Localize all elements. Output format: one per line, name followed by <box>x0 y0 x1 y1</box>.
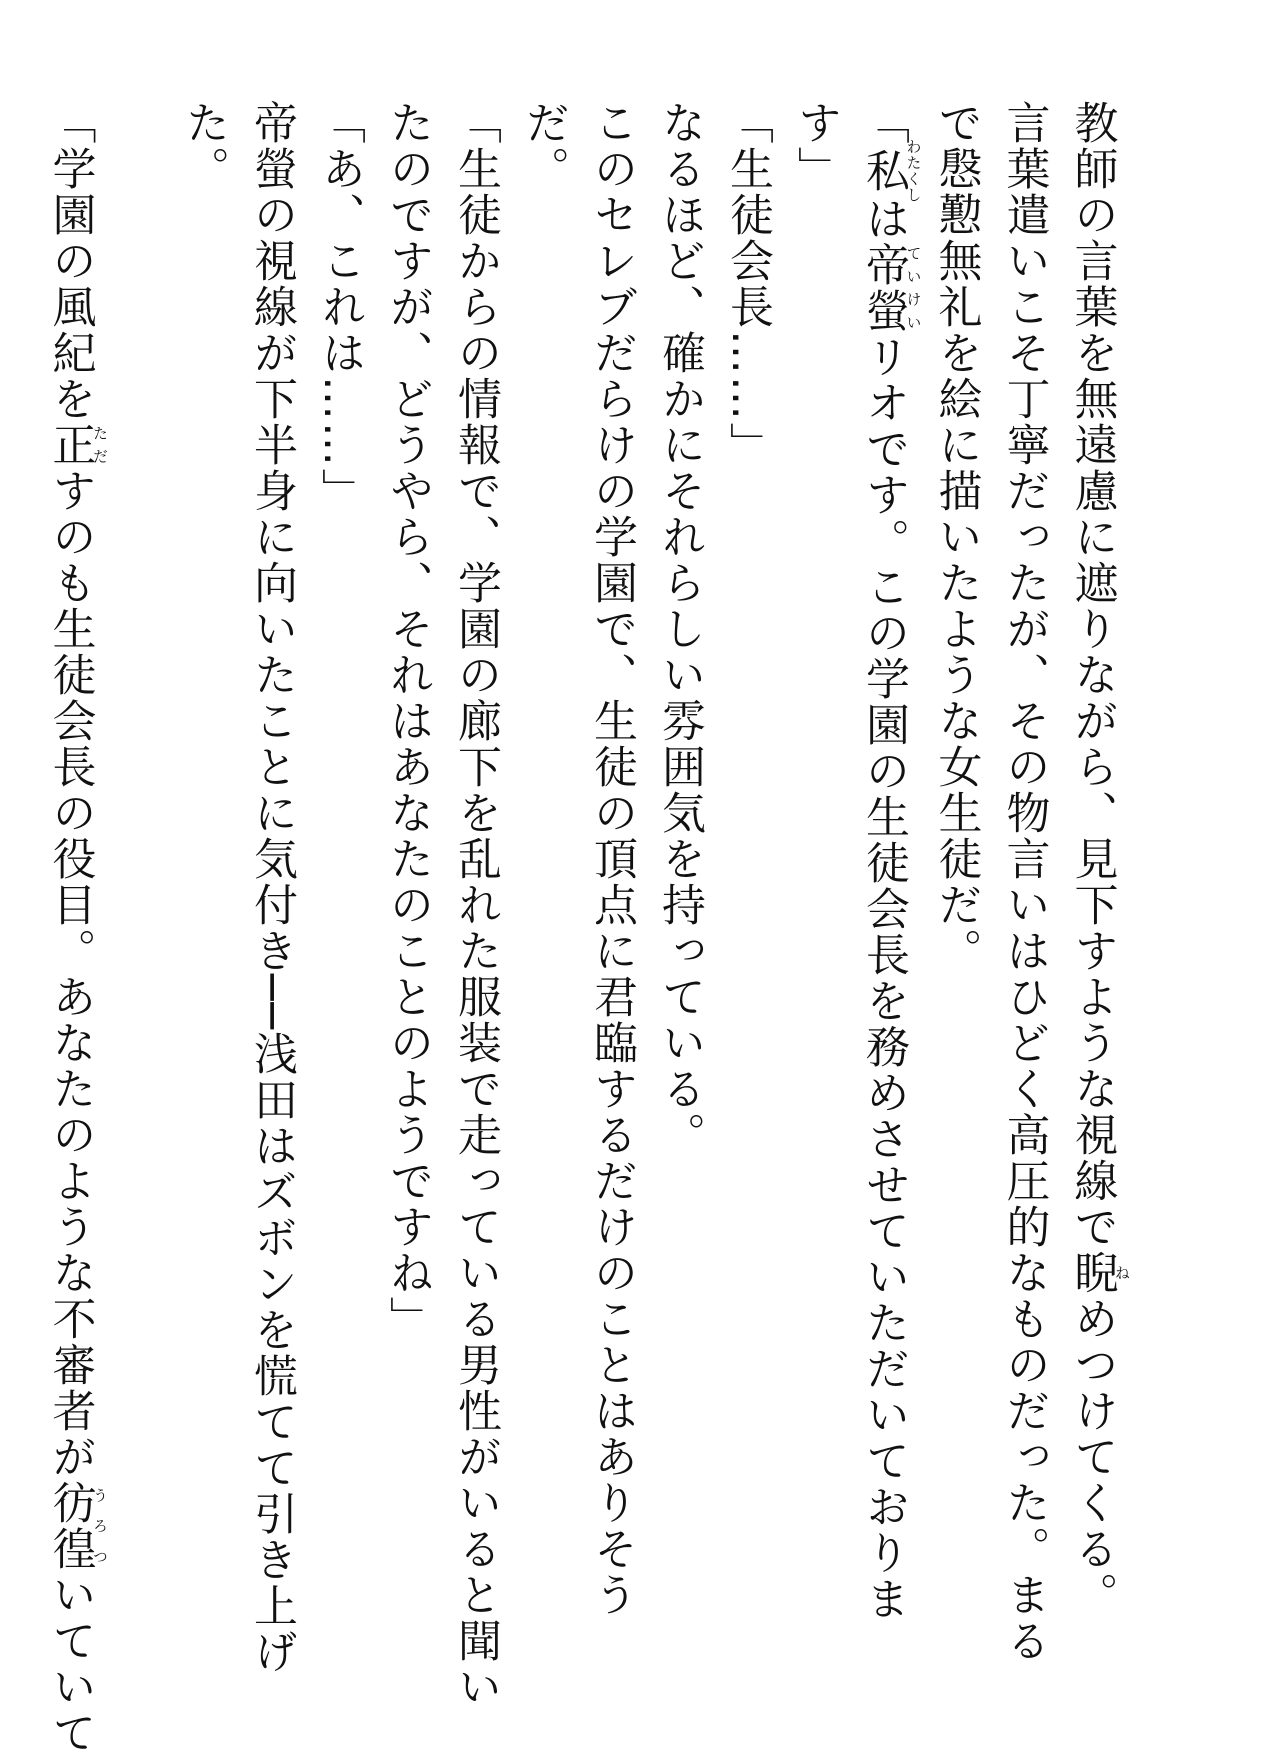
text-run: す」 <box>790 100 841 192</box>
ruby-annotated-word <box>858 139 923 203</box>
text-run: たのですが、どうやら、それはあなたのことのようですね」 <box>382 100 433 1342</box>
ruby-base: 彷徨 <box>44 1480 96 1572</box>
text-run: た。 <box>178 100 229 192</box>
text-run: なるほど、確かにそれらしい雰囲気を持っている。 <box>654 100 705 1158</box>
text-run: 「生徒会長……」 <box>722 100 773 468</box>
ruby-reading: ていけい <box>904 242 923 334</box>
text-run: だ。 <box>518 100 569 192</box>
text-line <box>441 100 509 1710</box>
ruby-annotated-word <box>44 422 109 468</box>
ruby-base: 睨 <box>1066 1250 1118 1296</box>
text-run: リオです。この学園の生徒会長を務めさせていただいておりま <box>858 334 909 1622</box>
text-line <box>36 100 109 1756</box>
text-line <box>305 100 373 1600</box>
ruby-base: 私 <box>858 139 909 203</box>
text-run: 教師の言葉を無遠慮に遮りながら、見下すような視線で <box>1066 100 1118 1250</box>
partially-visible-line <box>44 100 109 1756</box>
text-run: いていて <box>44 1572 96 1756</box>
text-run: このセレブだらけの学園で、生徒の頂点に君臨するだけのことはありそう <box>586 100 637 1618</box>
text-line <box>849 100 923 1622</box>
ruby-reading: ただ <box>91 422 109 468</box>
ruby-base: 帝螢 <box>858 242 909 334</box>
text-run: すのも生徒会長の役目。あなたのような不審者が <box>44 468 96 1480</box>
text-run: は <box>858 196 909 242</box>
text-run: で慇懃無礼を絵に描いたような女生徒だ。 <box>930 100 982 974</box>
ruby-annotated-word <box>858 242 923 334</box>
text-run: 「あ、これは……」 <box>314 100 365 514</box>
text-run: 帝螢の視線が下半身に向いたことに気付き──浅田はズボンを慌てて引き上げ <box>246 100 297 1675</box>
ruby-base: 正 <box>44 422 96 468</box>
text-run: 言葉遣いこそ丁寧だったが、その物言いはひどく高圧的なものだった。まる <box>998 100 1050 1664</box>
ruby-reading: ね <box>1113 1250 1131 1296</box>
text-line <box>990 100 1058 1664</box>
text-line <box>509 100 577 1600</box>
text-line <box>169 100 237 1600</box>
ruby-reading: うろつ <box>91 1480 109 1572</box>
ruby-annotated-word <box>1066 1250 1131 1296</box>
text-run: 「生徒からの情報で、学園の廊下を乱れた服装で走っている男性がいると聞い <box>450 100 501 1710</box>
ruby-annotated-word <box>44 1480 109 1572</box>
text-line <box>373 100 441 1600</box>
text-line <box>645 100 713 1600</box>
text-line <box>781 100 849 1600</box>
text-line <box>577 100 645 1618</box>
vertical-text-body <box>169 100 1131 1710</box>
text-run: 「学園の風紀を <box>44 100 96 422</box>
text-run: めつけてくる。 <box>1066 1296 1118 1618</box>
ruby-reading: わたくし <box>904 139 923 203</box>
text-line <box>713 100 781 1600</box>
text-run: 「 <box>858 100 909 146</box>
text-line <box>237 100 305 1675</box>
text-line <box>922 100 990 1600</box>
text-line <box>1058 100 1131 1618</box>
